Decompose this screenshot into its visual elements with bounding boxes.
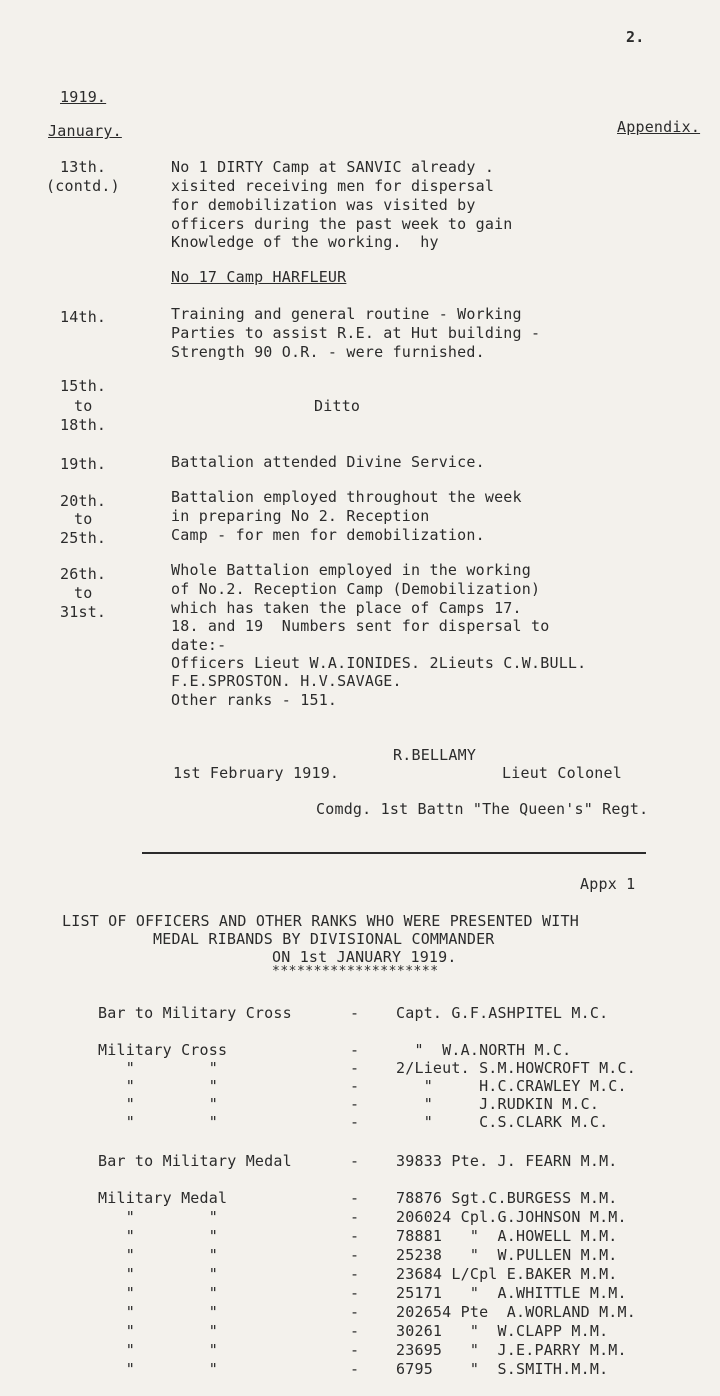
signature-name: R.BELLAMY: [393, 746, 477, 764]
entry-date: 14th.: [60, 308, 107, 326]
entry-line: Training and general routine - Working: [171, 305, 522, 323]
entry-date: to: [74, 510, 93, 528]
award-recipient: " H.C.CRAWLEY M.C.: [396, 1077, 627, 1095]
signature-command: Comdg. 1st Battn "The Queen's" Regt.: [316, 800, 649, 818]
list-title-line: ON 1st JANUARY 1919.: [272, 948, 457, 966]
award-type: " ": [98, 1284, 218, 1302]
award-dash: -: [350, 1004, 360, 1022]
award-recipient: 78876 Sgt.C.BURGESS M.M.: [396, 1189, 618, 1207]
entry-line: No 1 DIRTY Camp at SANVIC already .: [171, 158, 495, 176]
award-recipient: 206024 Cpl.G.JOHNSON M.M.: [396, 1208, 627, 1226]
year-heading: 1919.: [60, 88, 107, 106]
entry-line: Knowledge of the working. hy: [171, 233, 439, 251]
entry-line: 18. and 19 Numbers sent for dispersal to: [171, 617, 550, 635]
award-recipient: 25171 " A.WHITTLE M.M.: [396, 1284, 627, 1302]
award-dash: -: [350, 1341, 360, 1359]
entry-date: 26th.: [60, 565, 107, 583]
award-type: " ": [98, 1265, 218, 1283]
entry-date: 13th.: [60, 158, 107, 176]
page-number: 2.: [626, 28, 645, 46]
award-dash: -: [350, 1360, 360, 1378]
entry-date: 15th.: [60, 377, 107, 395]
award-recipient: 202654 Pte A.WORLAND M.M.: [396, 1303, 636, 1321]
signature-rank: Lieut Colonel: [502, 764, 622, 782]
entry-line: Officers Lieut W.A.IONIDES. 2Lieuts C.W.BULL.: [171, 654, 587, 672]
entry-line: xisited receiving men for dispersal: [171, 177, 495, 195]
entry-line: of No.2. Reception Camp (Demobilization): [171, 580, 541, 598]
award-type: Military Cross: [98, 1041, 228, 1059]
entry-date: to: [74, 397, 93, 415]
entry-line: for demobilization was visited by: [171, 196, 476, 214]
award-dash: -: [350, 1152, 360, 1170]
award-dash: -: [350, 1113, 360, 1131]
entry-line: which has taken the place of Camps 17.: [171, 599, 522, 617]
entry-line: in preparing No 2. Reception: [171, 507, 430, 525]
award-dash: -: [350, 1189, 360, 1207]
list-title-line: LIST OF OFFICERS AND OTHER RANKS WHO WERE PRESENTED WITH: [62, 912, 579, 930]
month-heading: January.: [48, 122, 122, 140]
award-dash: -: [350, 1041, 360, 1059]
entry-line: Other ranks - 151.: [171, 691, 338, 709]
award-recipient: 39833 Pte. J. FEARN M.M.: [396, 1152, 618, 1170]
award-dash: -: [350, 1322, 360, 1340]
entry-date: 25th.: [60, 529, 107, 547]
award-recipient: " J.RUDKIN M.C.: [396, 1095, 600, 1113]
entry-date: 19th.: [60, 455, 107, 473]
award-dash: -: [350, 1059, 360, 1077]
award-recipient: Capt. G.F.ASHPITEL M.C.: [396, 1004, 609, 1022]
appendix-heading: Appendix.: [617, 118, 701, 136]
award-recipient: 30261 " W.CLAPP M.M.: [396, 1322, 609, 1340]
entry-line: F.E.SPROSTON. H.V.SAVAGE.: [171, 672, 402, 690]
award-recipient: " C.S.CLARK M.C.: [396, 1113, 609, 1131]
award-type: " ": [98, 1095, 218, 1113]
award-recipient: 23695 " J.E.PARRY M.M.: [396, 1341, 627, 1359]
award-type: " ": [98, 1341, 218, 1359]
award-recipient: 78881 " A.HOWELL M.M.: [396, 1227, 618, 1245]
award-dash: -: [350, 1303, 360, 1321]
entry-date: 20th.: [60, 492, 107, 510]
award-type: " ": [98, 1246, 218, 1264]
entry-date: 18th.: [60, 416, 107, 434]
award-type: " ": [98, 1322, 218, 1340]
award-dash: -: [350, 1284, 360, 1302]
award-dash: -: [350, 1095, 360, 1113]
entry-line: Battalion attended Divine Service.: [171, 453, 485, 471]
award-type: Bar to Military Medal: [98, 1152, 292, 1170]
award-recipient: 2/Lieut. S.M.HOWCROFT M.C.: [396, 1059, 636, 1077]
award-recipient: 23684 L/Cpl E.BAKER M.M.: [396, 1265, 618, 1283]
award-recipient: " W.A.NORTH M.C.: [396, 1041, 572, 1059]
award-type: " ": [98, 1059, 218, 1077]
signature-date: 1st February 1919.: [173, 764, 340, 782]
entry-line: Battalion employed throughout the week: [171, 488, 522, 506]
divider-rule: [142, 852, 646, 854]
entry-date: to: [74, 584, 93, 602]
award-dash: -: [350, 1077, 360, 1095]
entry-line: Camp - for men for demobilization.: [171, 526, 485, 544]
appx-label: Appx 1: [580, 875, 636, 893]
list-title-line: MEDAL RIBANDS BY DIVISIONAL COMMANDER: [153, 930, 495, 948]
entry-line: Parties to assist R.E. at Hut building -: [171, 324, 541, 342]
award-type: " ": [98, 1208, 218, 1226]
award-dash: -: [350, 1246, 360, 1264]
entry-line: Whole Battalion employed in the working: [171, 561, 531, 579]
entry-line: date:-: [171, 636, 227, 654]
entry-date: (contd.): [46, 177, 120, 195]
award-type: " ": [98, 1303, 218, 1321]
entry-line: Strength 90 O.R. - were furnished.: [171, 343, 485, 361]
award-type: " ": [98, 1077, 218, 1095]
stars-divider: ********************: [272, 964, 439, 979]
camp-heading: No 17 Camp HARFLEUR: [171, 268, 347, 286]
entry-line: officers during the past week to gain: [171, 215, 513, 233]
award-recipient: 6795 " S.SMITH.M.M.: [396, 1360, 609, 1378]
award-type: " ": [98, 1113, 218, 1131]
award-type: " ": [98, 1227, 218, 1245]
award-dash: -: [350, 1208, 360, 1226]
award-type: " ": [98, 1360, 218, 1378]
award-recipient: 25238 " W.PULLEN M.M.: [396, 1246, 618, 1264]
award-dash: -: [350, 1265, 360, 1283]
award-dash: -: [350, 1227, 360, 1245]
award-type: Bar to Military Cross: [98, 1004, 292, 1022]
award-type: Military Medal: [98, 1189, 228, 1207]
entry-date: 31st.: [60, 603, 107, 621]
entry-line: Ditto: [314, 397, 361, 415]
